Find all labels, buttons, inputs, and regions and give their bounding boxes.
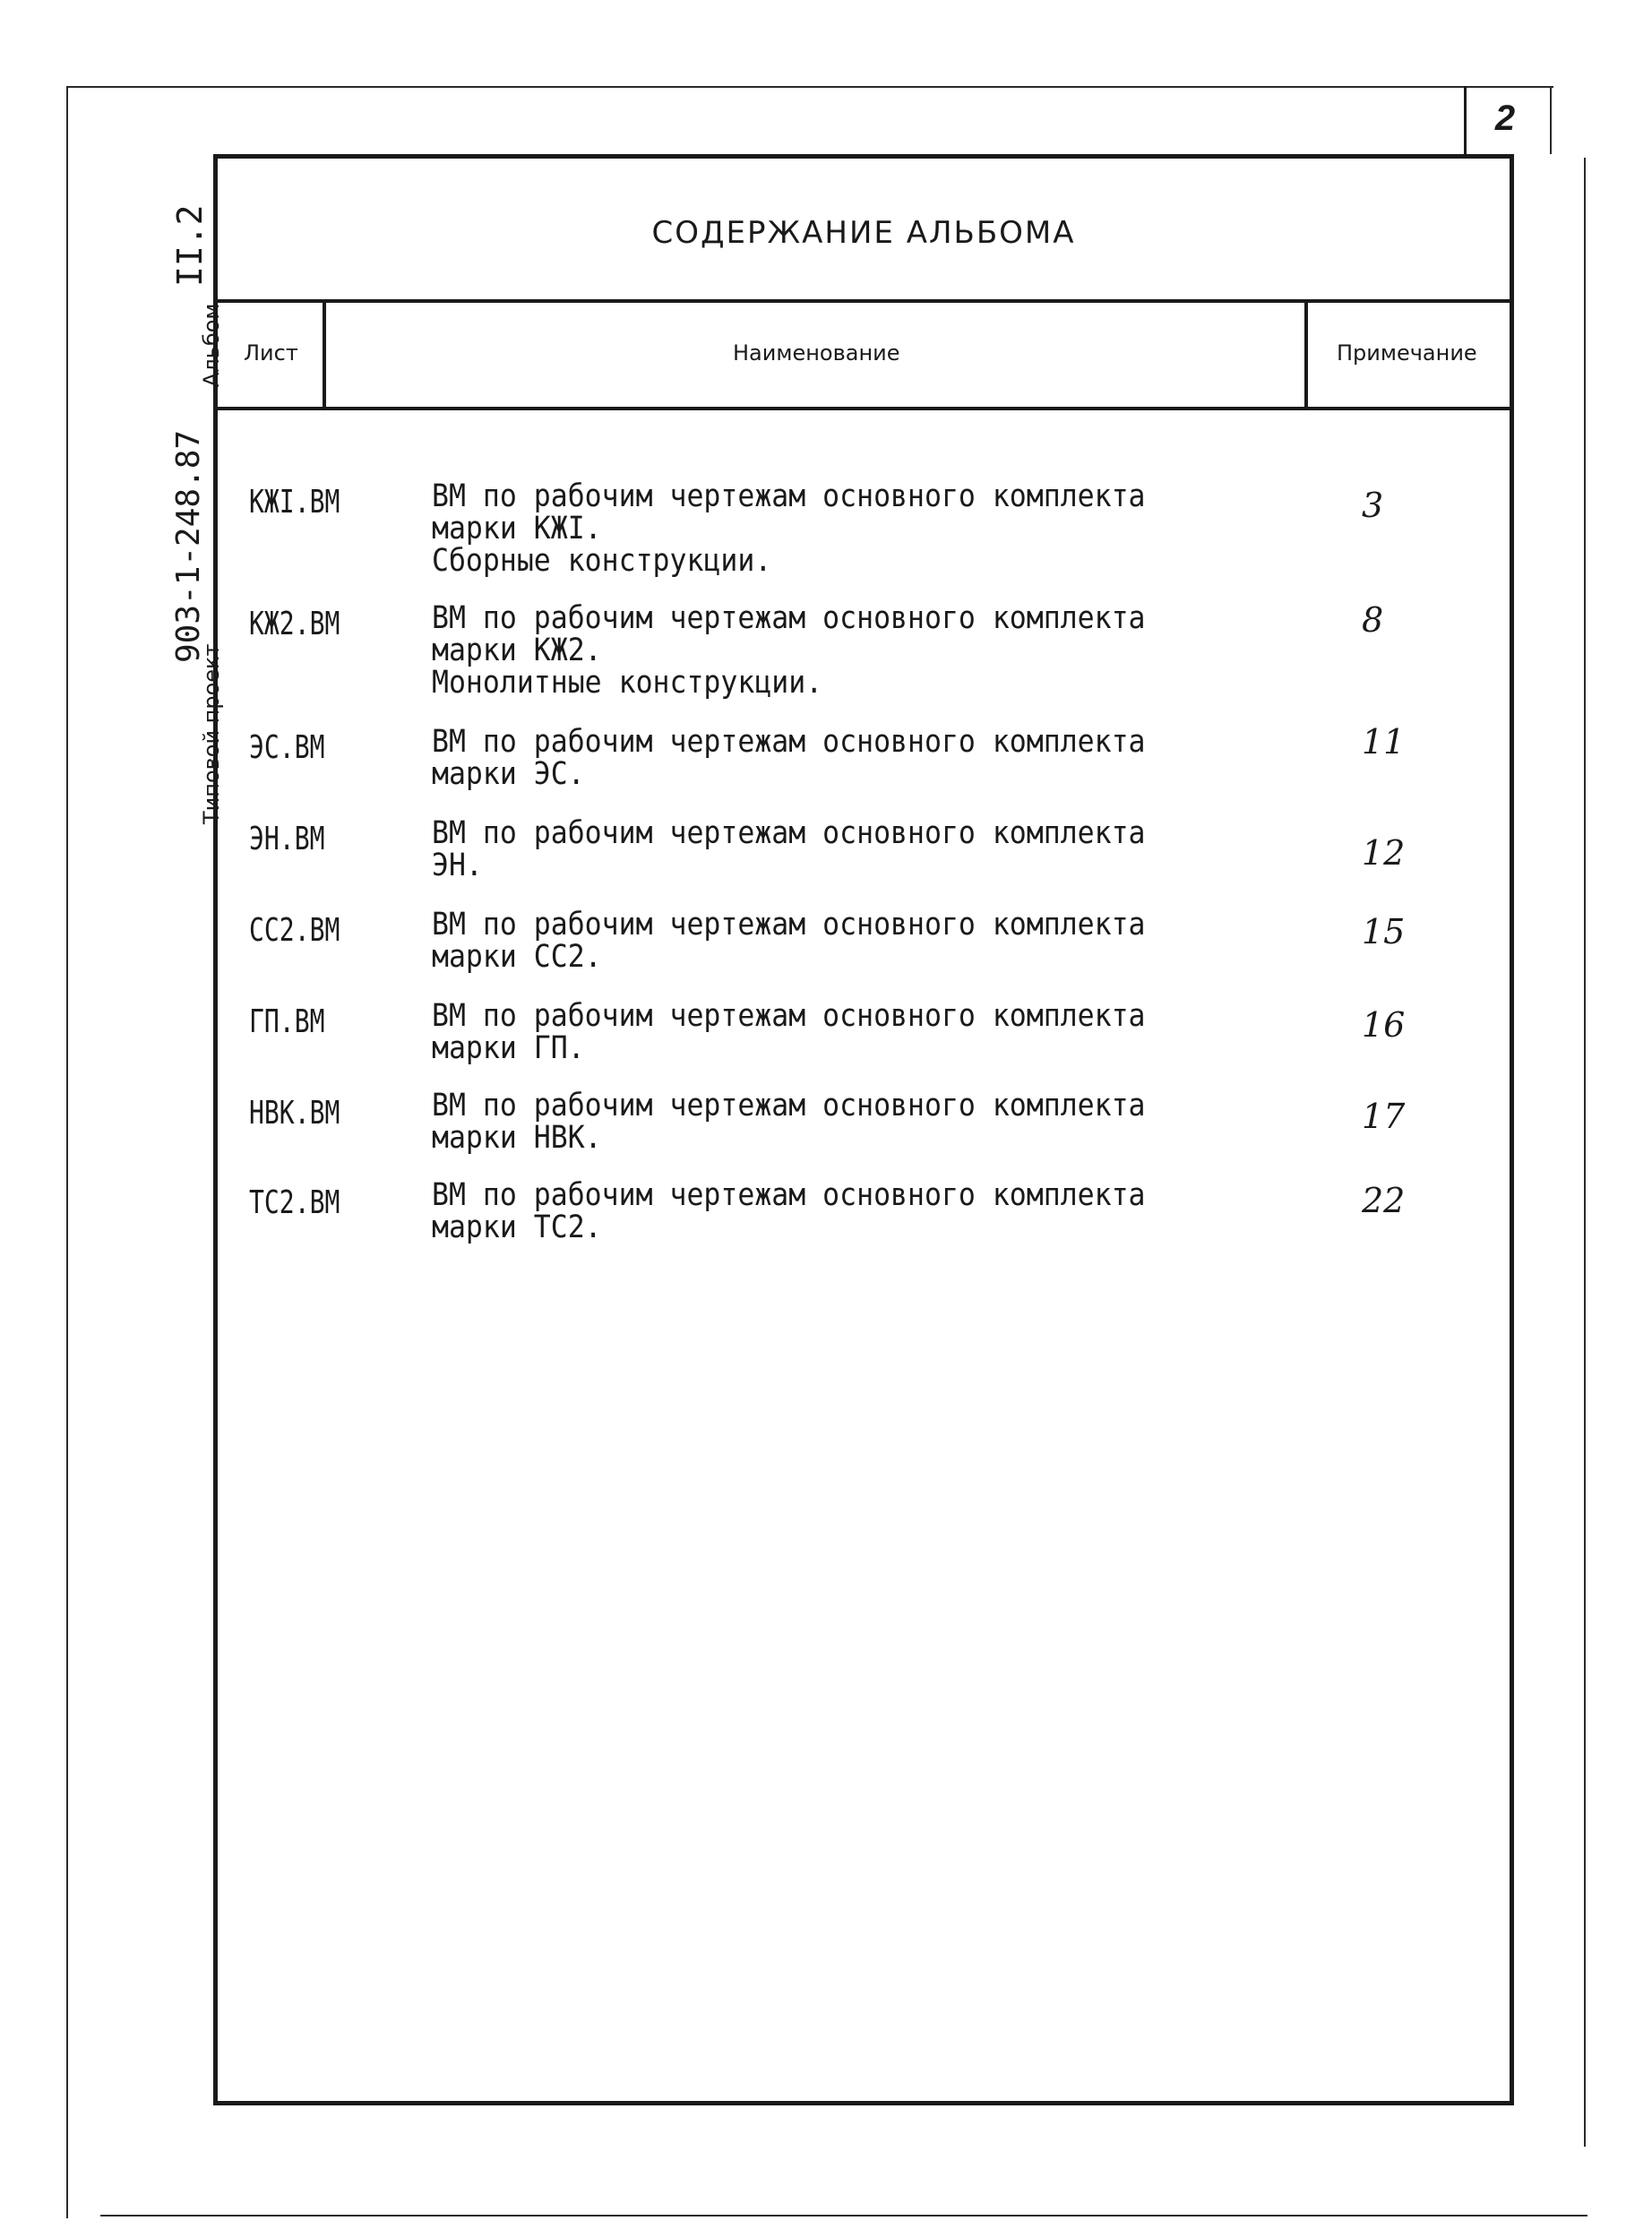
sheet-code: ТС2.ВМ: [249, 1184, 340, 1221]
sheet-code: СС2.ВМ: [249, 912, 340, 949]
row-description: ВМ по рабочим чертежам основного комплекта марки ГП.: [432, 998, 1146, 1066]
page-number: 2: [1494, 99, 1516, 138]
row-note: 22: [1362, 1181, 1406, 1220]
header-divider: [213, 407, 1514, 410]
row-description: ВМ по рабочим чертежам основного комплекта ЭН.: [432, 815, 1146, 883]
row-description: ВМ по рабочим чертежам основного комплекта марки СС2.: [432, 907, 1146, 975]
header-name: Наименование: [733, 340, 900, 366]
row-note: 17: [1362, 1097, 1406, 1136]
row-note: 3: [1362, 486, 1384, 525]
sheet-code: НВК.ВМ: [249, 1095, 340, 1132]
title-divider: [213, 299, 1514, 303]
sheet-border-bottom: [100, 2215, 1587, 2216]
sheet-code: ЭН.ВМ: [249, 821, 325, 857]
row-description: ВМ по рабочим чертежам основного комплекта марки КЖ2. Монолитные конструкции.: [432, 600, 1146, 701]
page-number-box-left: [1464, 86, 1467, 154]
project-number: 903-1-248.87: [170, 429, 207, 663]
row-note: 16: [1362, 1005, 1406, 1045]
column-divider-note: [1304, 299, 1308, 409]
row-note: 15: [1362, 912, 1406, 951]
page-title: СОДЕРЖАНИЕ АЛЬБОМА: [651, 215, 1076, 251]
sheet-code: ГП.ВМ: [249, 1003, 325, 1040]
sheet-border-left: [66, 86, 68, 2218]
row-description: ВМ по рабочим чертежам основного комплекта марки НВК.: [432, 1088, 1146, 1156]
sheet-border-top: [66, 86, 1553, 88]
album-label: Альбом: [199, 303, 224, 387]
header-note: Примечание: [1337, 340, 1477, 366]
sheet-code: ЭС.ВМ: [249, 729, 325, 766]
row-note: 11: [1362, 722, 1406, 762]
album-number: II.2: [170, 204, 210, 287]
row-note: 12: [1362, 833, 1406, 873]
row-description: ВМ по рабочим чертежам основного комплекта марки ЭС.: [432, 724, 1146, 792]
sheet-code: КЖI.ВМ: [249, 484, 340, 521]
header-sheet: Лист: [244, 340, 298, 366]
row-description: ВМ по рабочим чертежам основного комплекта марки ТС2.: [432, 1177, 1146, 1245]
row-description: ВМ по рабочим чертежам основного комплекта марки КЖI. Сборные конструкции.: [432, 478, 1146, 579]
project-label: Типовой проект: [199, 643, 224, 824]
sheet-border-right-lower: [1584, 158, 1586, 2147]
row-note: 8: [1362, 600, 1384, 640]
sheet-code: КЖ2.ВМ: [249, 606, 340, 642]
sheet-border-right: [1550, 86, 1552, 154]
column-divider-sheet: [323, 299, 326, 409]
